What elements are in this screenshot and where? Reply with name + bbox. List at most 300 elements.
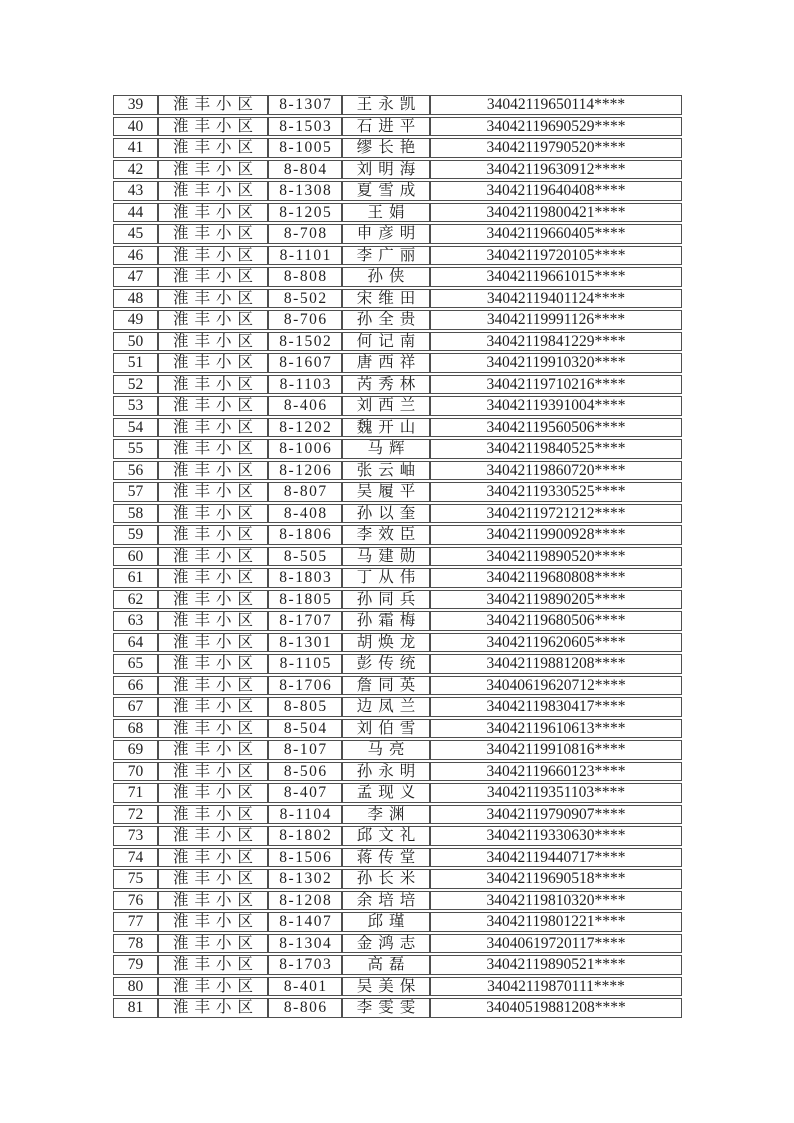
room-cell: [268, 267, 342, 287]
row-number-cell-text: 70: [127, 762, 144, 780]
id-number-cell-text: 34042119640408****: [486, 182, 626, 199]
row-number-cell-text: 56: [127, 461, 144, 479]
community-cell-text: 淮丰小区: [172, 526, 259, 543]
room-cell: [268, 181, 342, 201]
room-cell-text: 8-107: [283, 741, 328, 758]
id-number-cell-text: 34042119840525****: [486, 440, 626, 457]
row-number-cell-text: 62: [127, 590, 144, 608]
id-number-cell-text: 34042119810320****: [486, 891, 626, 909]
row-number-cell-text: 74: [127, 848, 144, 866]
row-number-cell: [113, 117, 158, 137]
row-number-cell-text: 80: [127, 977, 144, 995]
table-row: [113, 912, 682, 932]
id-number-cell-text: 34042119620605****: [486, 633, 626, 651]
community-cell: [158, 396, 268, 416]
id-number-cell: [430, 332, 682, 352]
table-row: [113, 697, 682, 717]
row-number-cell: [113, 676, 158, 696]
id-number-cell-text: 34042119560506****: [486, 418, 626, 436]
row-number-cell-text: 54: [127, 418, 144, 436]
room-cell: [268, 719, 342, 739]
id-number-cell-text: 34042119721212****: [486, 504, 626, 522]
community-cell: [158, 267, 268, 287]
name-cell-text: 刘西兰: [356, 397, 422, 414]
name-cell: [342, 332, 430, 352]
row-number-cell-text: 72: [127, 805, 144, 823]
room-cell: [268, 590, 342, 610]
id-number-cell-text: 34042119330525****: [486, 483, 626, 500]
room-cell-text: 8-706: [283, 311, 328, 328]
row-number-cell: [113, 955, 158, 975]
name-cell: [342, 633, 430, 653]
table-row: [113, 547, 682, 567]
row-number-cell-text: 60: [127, 547, 144, 565]
name-cell: [342, 697, 430, 717]
room-cell: [268, 676, 342, 696]
room-cell-text: 8-1101: [279, 246, 332, 264]
table-row: [113, 568, 682, 588]
row-number-cell-text: 44: [127, 203, 144, 221]
name-cell-text: 石进平: [356, 117, 422, 135]
room-cell: [268, 654, 342, 674]
name-cell: [342, 482, 430, 502]
table-row: [113, 826, 682, 846]
community-cell-text: 淮丰小区: [172, 117, 259, 135]
row-number-cell: [113, 224, 158, 244]
name-cell: [342, 719, 430, 739]
table-row: [113, 998, 682, 1018]
community-cell: [158, 461, 268, 481]
id-number-cell: [430, 224, 682, 244]
row-number-cell: [113, 826, 158, 846]
room-cell-text: 8-1308: [279, 182, 333, 199]
room-cell: [268, 826, 342, 846]
row-number-cell-text: 65: [127, 655, 144, 672]
community-cell-text: 淮丰小区: [172, 96, 259, 113]
name-cell: [342, 138, 430, 158]
room-cell: [268, 246, 342, 266]
room-cell-text: 8-1006: [279, 440, 333, 457]
name-cell: [342, 869, 430, 889]
community-cell-text: 淮丰小区: [172, 483, 259, 500]
room-cell: [268, 95, 342, 115]
name-cell: [342, 934, 430, 954]
row-number-cell-text: 49: [127, 311, 144, 328]
name-cell: [342, 848, 430, 868]
community-cell-text: 淮丰小区: [172, 827, 259, 844]
room-cell-text: 8-1806: [279, 526, 333, 543]
table-row: [113, 117, 682, 137]
id-number-cell: [430, 676, 682, 696]
community-cell: [158, 590, 268, 610]
id-number-cell: [430, 203, 682, 223]
row-number-cell: [113, 762, 158, 782]
community-cell-text: 淮丰小区: [172, 268, 259, 285]
row-number-cell: [113, 998, 158, 1018]
name-cell: [342, 762, 430, 782]
name-cell: [342, 891, 430, 911]
community-cell: [158, 719, 268, 739]
id-number-cell: [430, 310, 682, 330]
row-number-cell: [113, 719, 158, 739]
id-number-cell: [430, 117, 682, 137]
row-number-cell-text: 58: [127, 504, 144, 522]
id-number-cell-text: 34042119890520****: [486, 547, 626, 565]
table-row: [113, 246, 682, 266]
row-number-cell: [113, 461, 158, 481]
room-cell: [268, 998, 342, 1018]
row-number-cell-text: 57: [127, 483, 144, 500]
table-row: [113, 848, 682, 868]
table-row: [113, 869, 682, 889]
room-cell: [268, 504, 342, 524]
id-number-cell: [430, 590, 682, 610]
name-cell: [342, 547, 430, 567]
row-number-cell: [113, 418, 158, 438]
table-row: [113, 934, 682, 954]
community-cell: [158, 504, 268, 524]
community-cell-text: 淮丰小区: [172, 440, 259, 457]
room-cell-text: 8-1803: [279, 569, 333, 586]
community-cell-text: 淮丰小区: [172, 784, 259, 801]
row-number-cell: [113, 697, 158, 717]
name-cell-text: 吴美保: [356, 977, 422, 995]
row-number-cell-text: 43: [127, 182, 144, 199]
id-number-cell-text: 34042119330630****: [486, 827, 626, 844]
community-cell: [158, 676, 268, 696]
row-number-cell-text: 79: [127, 956, 144, 973]
name-cell-text: 张云岫: [356, 461, 422, 479]
community-cell: [158, 224, 268, 244]
name-cell: [342, 805, 430, 825]
id-number-cell: [430, 568, 682, 588]
table-row: [113, 396, 682, 416]
name-cell: [342, 504, 430, 524]
room-cell-text: 8-1103: [279, 375, 332, 393]
room-cell: [268, 138, 342, 158]
table-row: [113, 181, 682, 201]
name-cell: [342, 783, 430, 803]
name-cell-text: 马建勋: [356, 547, 422, 565]
room-cell-text: 8-1105: [279, 655, 332, 672]
community-cell-text: 淮丰小区: [172, 418, 259, 436]
room-cell: [268, 611, 342, 631]
id-number-cell: [430, 977, 682, 997]
community-cell-text: 淮丰小区: [172, 870, 259, 887]
id-number-cell-text: 34042119830417****: [486, 698, 626, 715]
id-number-cell-text: 34042119910816****: [486, 741, 626, 758]
name-cell-text: 孙霜梅: [356, 612, 422, 629]
room-cell: [268, 697, 342, 717]
resident-table-body: [113, 95, 682, 1018]
room-cell-text: 8-406: [283, 397, 328, 414]
name-cell: [342, 977, 430, 997]
community-cell-text: 淮丰小区: [172, 569, 259, 586]
row-number-cell: [113, 246, 158, 266]
row-number-cell: [113, 504, 158, 524]
room-cell-text: 8-1304: [279, 934, 333, 952]
community-cell: [158, 912, 268, 932]
table-row: [113, 418, 682, 438]
room-cell-text: 8-1607: [279, 354, 333, 371]
id-number-cell: [430, 418, 682, 438]
room-cell: [268, 353, 342, 373]
name-cell-text: 何记南: [356, 332, 422, 350]
name-cell-text: 邱瑾: [367, 913, 411, 930]
name-cell-text: 吴履平: [356, 483, 422, 500]
id-number-cell: [430, 719, 682, 739]
id-number-cell-text: 34042119790520****: [486, 139, 626, 156]
name-cell: [342, 461, 430, 481]
id-number-cell: [430, 633, 682, 653]
room-cell: [268, 117, 342, 137]
room-cell-text: 8-504: [283, 719, 328, 737]
name-cell: [342, 654, 430, 674]
name-cell: [342, 568, 430, 588]
room-cell-text: 8-805: [283, 698, 328, 715]
table-row: [113, 95, 682, 115]
row-number-cell-text: 47: [127, 268, 144, 285]
name-cell-text: 马辉: [367, 440, 411, 457]
name-cell-text: 李渊: [367, 805, 411, 823]
table-row: [113, 719, 682, 739]
row-number-cell-text: 41: [127, 139, 144, 156]
community-cell: [158, 998, 268, 1018]
room-cell: [268, 289, 342, 309]
name-cell-text: 彭传统: [356, 655, 422, 672]
name-cell-text: 孙全贵: [356, 311, 422, 328]
id-number-cell: [430, 353, 682, 373]
community-cell-text: 淮丰小区: [172, 225, 259, 242]
name-cell: [342, 826, 430, 846]
room-cell-text: 8-1706: [279, 676, 333, 694]
row-number-cell-text: 50: [127, 332, 144, 350]
community-cell-text: 淮丰小区: [172, 354, 259, 371]
table-row: [113, 977, 682, 997]
row-number-cell-text: 48: [127, 289, 144, 307]
id-number-cell-text: 34042119391004****: [486, 397, 626, 414]
room-cell: [268, 740, 342, 760]
name-cell: [342, 353, 430, 373]
community-cell-text: 淮丰小区: [172, 848, 259, 866]
name-cell-text: 丁从伟: [356, 569, 422, 586]
id-number-cell-text: 34042119660123****: [486, 762, 626, 780]
row-number-cell: [113, 482, 158, 502]
table-row: [113, 439, 682, 459]
room-cell: [268, 869, 342, 889]
row-number-cell: [113, 848, 158, 868]
community-cell-text: 淮丰小区: [172, 698, 259, 715]
community-cell-text: 淮丰小区: [172, 612, 259, 629]
community-cell-text: 淮丰小区: [172, 913, 259, 930]
room-cell-text: 8-708: [283, 225, 328, 242]
community-cell: [158, 848, 268, 868]
table-row: [113, 224, 682, 244]
row-number-cell: [113, 525, 158, 545]
id-number-cell-text: 34042119841229****: [486, 332, 626, 350]
room-cell: [268, 891, 342, 911]
community-cell-text: 淮丰小区: [172, 741, 259, 758]
table-row: [113, 310, 682, 330]
id-number-cell: [430, 762, 682, 782]
room-cell: [268, 332, 342, 352]
id-number-cell-text: 34042119860720****: [486, 461, 626, 479]
table-row: [113, 375, 682, 395]
id-number-cell: [430, 998, 682, 1018]
name-cell: [342, 267, 430, 287]
name-cell: [342, 740, 430, 760]
id-number-cell: [430, 547, 682, 567]
room-cell-text: 8-1805: [279, 590, 333, 608]
id-number-cell-text: 34042119790907****: [486, 805, 626, 823]
community-cell-text: 淮丰小区: [172, 139, 259, 156]
id-number-cell: [430, 740, 682, 760]
room-cell-text: 8-1202: [279, 418, 333, 436]
row-number-cell: [113, 203, 158, 223]
name-cell: [342, 181, 430, 201]
community-cell: [158, 826, 268, 846]
community-cell: [158, 375, 268, 395]
community-cell: [158, 633, 268, 653]
name-cell: [342, 310, 430, 330]
room-cell-text: 8-1703: [279, 956, 333, 973]
community-cell: [158, 955, 268, 975]
community-cell: [158, 891, 268, 911]
name-cell-text: 边凤兰: [356, 698, 422, 715]
room-cell: [268, 934, 342, 954]
name-cell-text: 刘明海: [356, 160, 422, 178]
room-cell-text: 8-807: [283, 483, 328, 500]
name-cell-text: 孙长米: [356, 870, 422, 887]
name-cell-text: 唐西祥: [356, 354, 422, 371]
name-cell: [342, 955, 430, 975]
community-cell: [158, 482, 268, 502]
community-cell: [158, 547, 268, 567]
name-cell-text: 缪长艳: [356, 139, 422, 156]
name-cell-text: 刘伯雪: [356, 719, 422, 737]
room-cell: [268, 762, 342, 782]
community-cell: [158, 740, 268, 760]
row-number-cell: [113, 396, 158, 416]
name-cell-text: 孙永明: [356, 762, 422, 780]
id-number-cell-text: 34042119870111****: [487, 977, 625, 995]
community-cell: [158, 697, 268, 717]
id-number-cell-text: 34040619620712****: [486, 676, 626, 694]
name-cell-text: 詹同英: [356, 676, 422, 694]
community-cell: [158, 181, 268, 201]
id-number-cell: [430, 826, 682, 846]
room-cell-text: 8-1506: [279, 848, 333, 866]
id-number-cell-text: 34042119881208****: [486, 655, 626, 672]
id-number-cell: [430, 869, 682, 889]
table-row: [113, 676, 682, 696]
id-number-cell-text: 34042119351103****: [486, 784, 626, 801]
community-cell: [158, 138, 268, 158]
row-number-cell: [113, 654, 158, 674]
row-number-cell-text: 40: [127, 117, 144, 135]
room-cell-text: 8-1206: [279, 461, 333, 479]
id-number-cell: [430, 138, 682, 158]
community-cell: [158, 805, 268, 825]
row-number-cell: [113, 633, 158, 653]
row-number-cell-text: 61: [127, 569, 144, 586]
name-cell-text: 孙侠: [367, 268, 411, 285]
id-number-cell-text: 34042119690518****: [486, 870, 626, 887]
community-cell-text: 淮丰小区: [172, 160, 259, 178]
community-cell-text: 淮丰小区: [172, 956, 259, 973]
id-number-cell: [430, 181, 682, 201]
room-cell-text: 8-1005: [279, 139, 333, 156]
row-number-cell-text: 53: [127, 397, 144, 414]
row-number-cell-text: 39: [127, 96, 144, 113]
row-number-cell: [113, 138, 158, 158]
name-cell: [342, 203, 430, 223]
row-number-cell: [113, 783, 158, 803]
room-cell: [268, 568, 342, 588]
name-cell: [342, 117, 430, 137]
id-number-cell: [430, 246, 682, 266]
community-cell-text: 淮丰小区: [172, 504, 259, 522]
community-cell-text: 淮丰小区: [172, 655, 259, 672]
row-number-cell: [113, 869, 158, 889]
room-cell: [268, 375, 342, 395]
room-cell: [268, 525, 342, 545]
name-cell-text: 蒋传堂: [356, 848, 422, 866]
name-cell-text: 胡焕龙: [356, 633, 422, 651]
table-row: [113, 203, 682, 223]
row-number-cell-text: 78: [127, 934, 144, 952]
row-number-cell-text: 71: [127, 784, 144, 801]
community-cell-text: 淮丰小区: [172, 719, 259, 737]
table-row: [113, 482, 682, 502]
community-cell: [158, 869, 268, 889]
row-number-cell: [113, 181, 158, 201]
community-cell-text: 淮丰小区: [172, 999, 259, 1016]
community-cell: [158, 977, 268, 997]
row-number-cell: [113, 977, 158, 997]
community-cell-text: 淮丰小区: [172, 633, 259, 651]
row-number-cell: [113, 310, 158, 330]
room-cell: [268, 633, 342, 653]
room-cell-text: 8-808: [283, 268, 328, 285]
id-number-cell-text: 34042119890521****: [486, 956, 626, 973]
row-number-cell-text: 46: [127, 246, 144, 264]
table-row: [113, 590, 682, 610]
id-number-cell: [430, 396, 682, 416]
community-cell: [158, 246, 268, 266]
name-cell-text: 申彦明: [356, 225, 422, 242]
row-number-cell-text: 66: [127, 676, 144, 694]
row-number-cell-text: 63: [127, 612, 144, 629]
room-cell-text: 8-1307: [279, 96, 333, 113]
row-number-cell: [113, 375, 158, 395]
name-cell: [342, 396, 430, 416]
row-number-cell-text: 77: [127, 913, 144, 930]
id-number-cell-text: 34042119900928****: [486, 526, 626, 543]
id-number-cell-text: 34042119680808****: [486, 569, 626, 586]
community-cell-text: 淮丰小区: [172, 805, 259, 823]
name-cell-text: 夏雪成: [356, 182, 422, 199]
community-cell: [158, 332, 268, 352]
name-cell-text: 魏开山: [356, 418, 422, 436]
room-cell-text: 8-407: [283, 784, 328, 801]
name-cell: [342, 439, 430, 459]
community-cell-text: 淮丰小区: [172, 934, 259, 952]
table-row: [113, 762, 682, 782]
row-number-cell: [113, 289, 158, 309]
id-number-cell: [430, 160, 682, 180]
community-cell: [158, 439, 268, 459]
